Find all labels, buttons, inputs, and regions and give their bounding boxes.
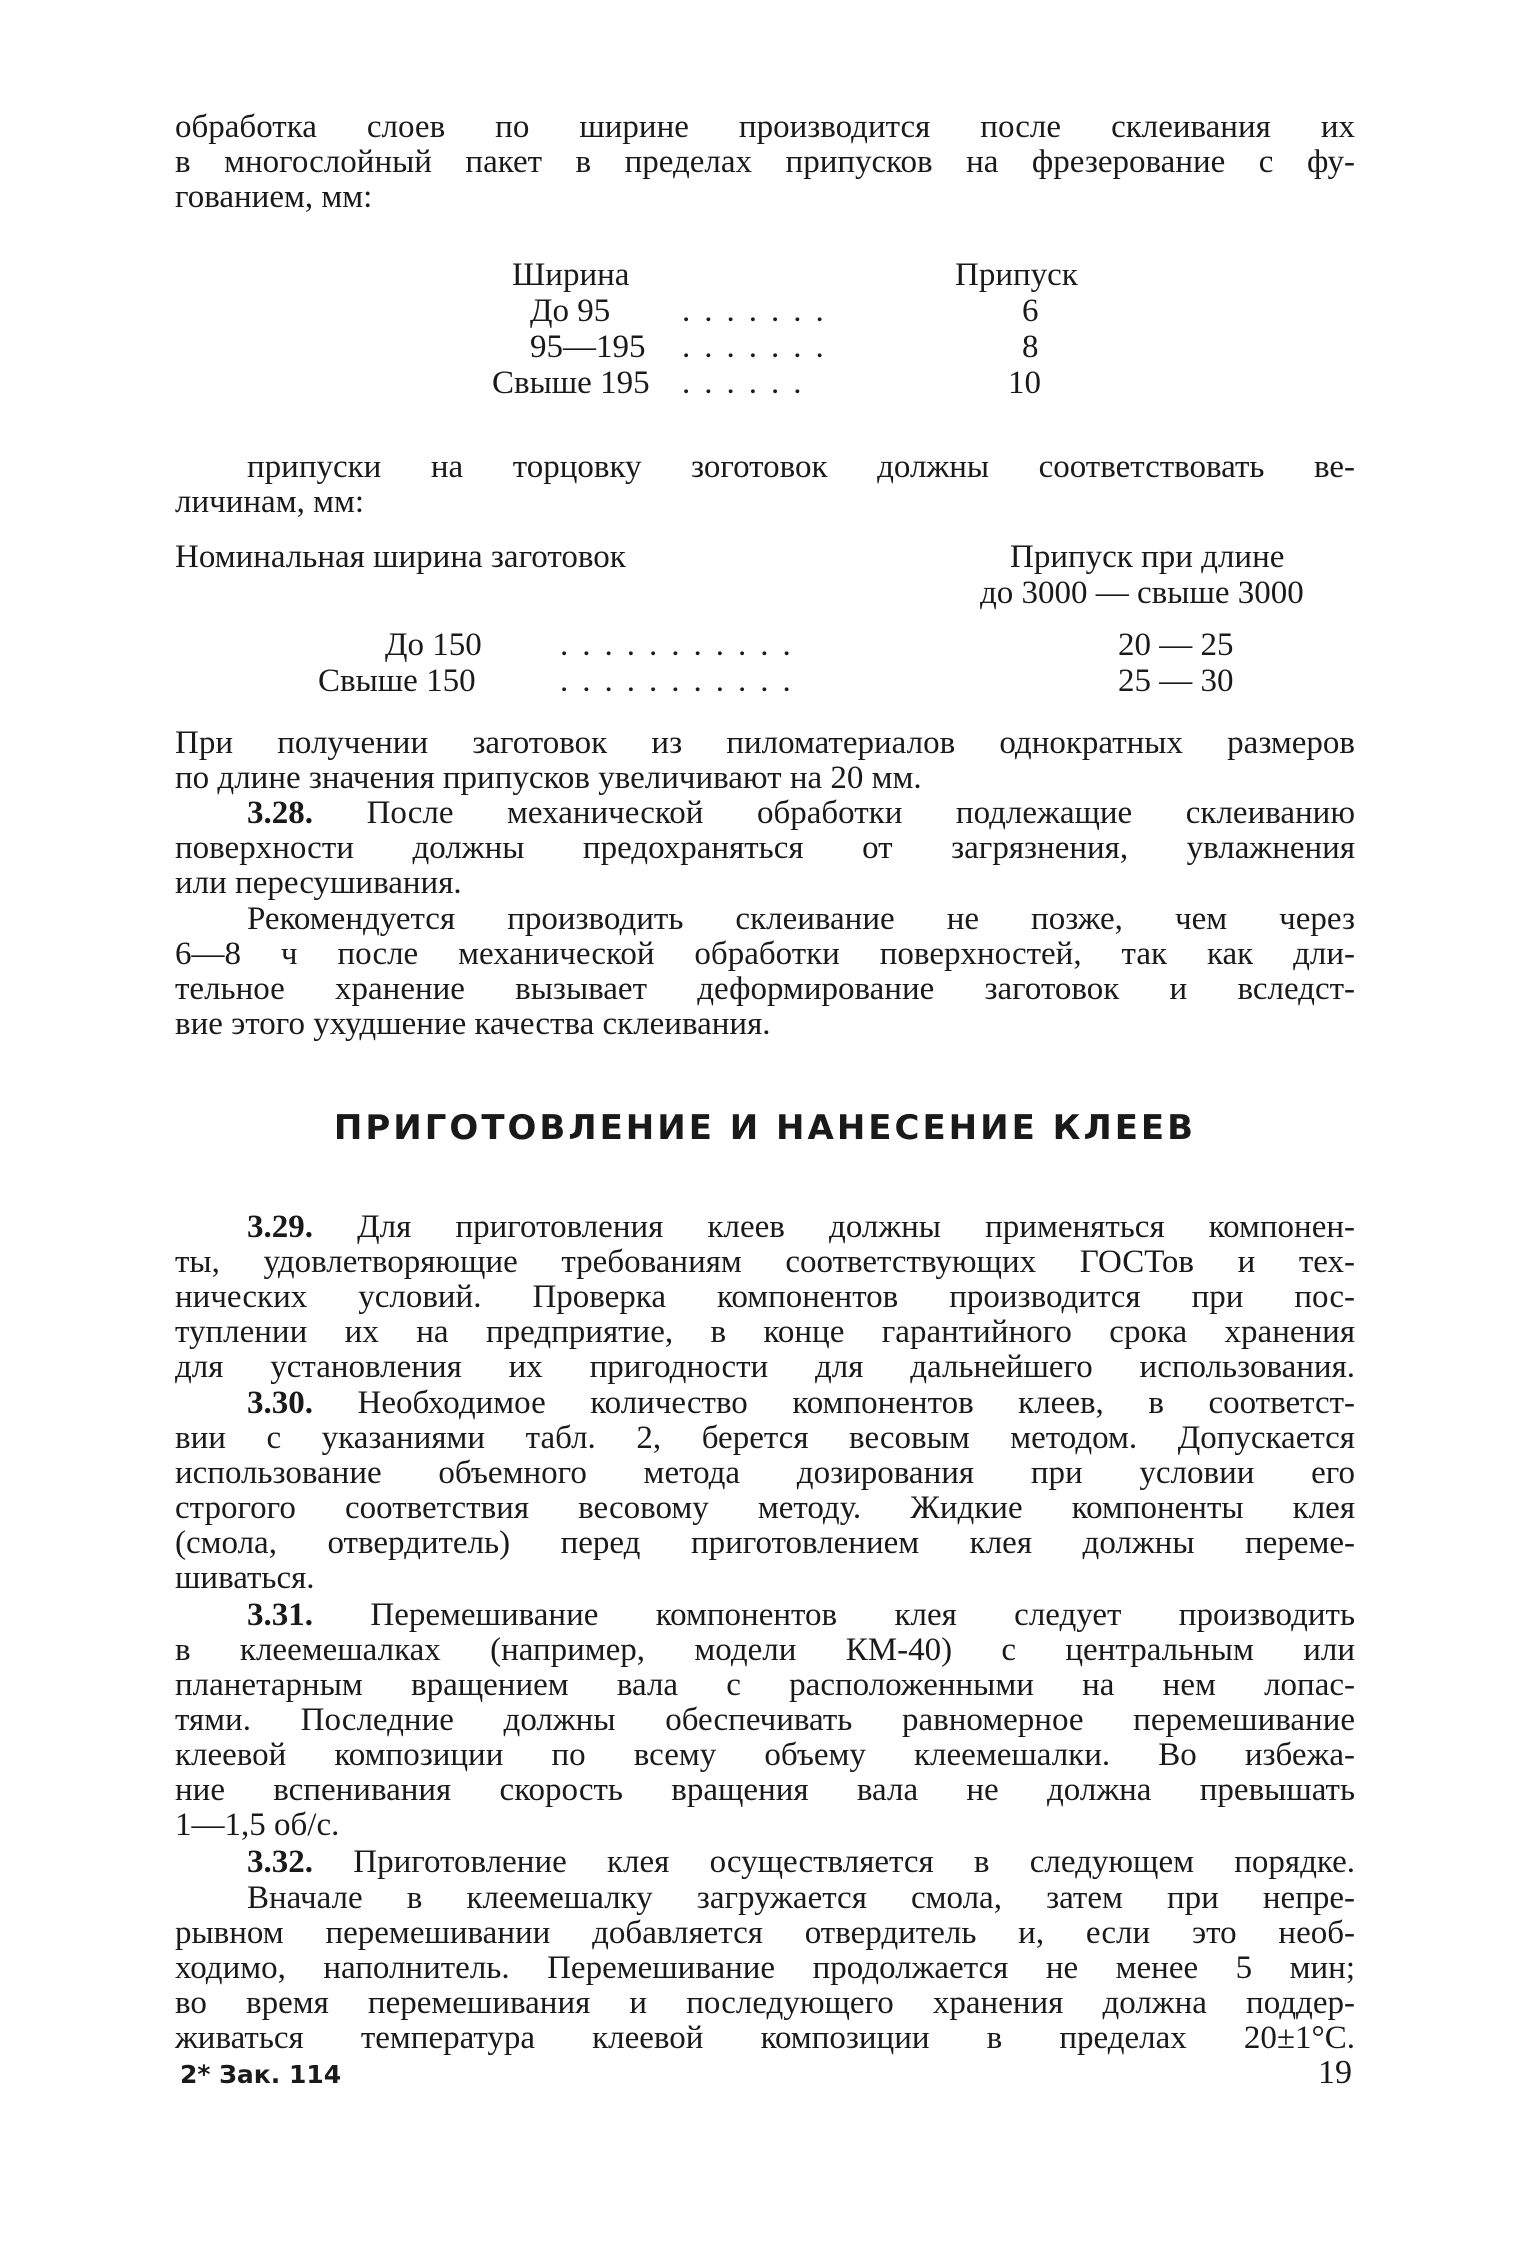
nominal-width-table bbox=[0, 540, 1536, 700]
text-line: Вначале в клеемешалку загружается смола, затем при непре- bbox=[247, 1880, 1355, 1916]
table-header-allowance: Припуск bbox=[955, 257, 1078, 293]
table-cell-width: Свыше 150 bbox=[318, 663, 476, 699]
text-line: в многослойный пакет в пределах припусков на фрезерование с фу- bbox=[175, 144, 1355, 180]
text-fragment: Для приготовления клеев должны применяться компонен- bbox=[357, 1209, 1356, 1245]
text-line: обработка слоев по ширине производится после склеивания их bbox=[175, 109, 1355, 145]
allowance-width-table bbox=[0, 258, 1536, 408]
text-line bbox=[175, 796, 1355, 831]
table-cell-width: 95—195 bbox=[530, 329, 646, 365]
table-cell-width: До 95 bbox=[530, 293, 611, 329]
table-cell-allowance: 10 bbox=[1008, 365, 1041, 401]
text-line bbox=[175, 1386, 1355, 1421]
clause-number: 3.31. bbox=[247, 1597, 313, 1633]
text-line: или пересушивания. bbox=[175, 865, 462, 901]
table-cell-allowance: 6 bbox=[1022, 293, 1039, 329]
text-line: шиваться. bbox=[175, 1560, 315, 1596]
text-line: клеевой композиции по всему объему клеемешалки. Во избежа- bbox=[175, 1737, 1355, 1773]
text-line: в клеемешалках (например, модели КМ-40) с центральным или bbox=[175, 1632, 1355, 1668]
print-signature: 2* Зак. 114 bbox=[180, 2060, 342, 2089]
text-line: 6—8 ч после механической обработки поверхностей, так как дли- bbox=[175, 936, 1355, 972]
table-cell-allowance: 8 bbox=[1022, 329, 1039, 365]
text-line: во время перемешивания и последующего хранения должна поддер- bbox=[175, 1985, 1355, 2021]
text-line bbox=[175, 1598, 1355, 1633]
text-line: ние вспенивания скорость вращения вала не должна превышать bbox=[175, 1772, 1355, 1808]
leader-dots: ....... bbox=[682, 329, 838, 365]
text-line: туплении их на предприятие, в конце гарантийного срока хранения bbox=[175, 1314, 1355, 1350]
text-line: ты, удовлетворяющие требованиям соответствующих ГОСТов и тех- bbox=[175, 1244, 1355, 1280]
table-header-allowance: Припуск при длине bbox=[1010, 539, 1285, 575]
text-line: ходимо, наполнитель. Перемешивание продолжается не менее 5 мин; bbox=[175, 1950, 1355, 1986]
table-header-width: Ширина bbox=[512, 257, 630, 293]
text-line: гованием, мм: bbox=[175, 179, 373, 215]
leader-dots: ...... bbox=[682, 365, 816, 401]
text-line: по длине значения припусков увеличивают на 20 мм. bbox=[175, 760, 922, 796]
text-line bbox=[175, 1210, 1355, 1245]
clause-3-28-recommendation bbox=[175, 902, 1355, 1042]
text-line: (смола, отвердитель) перед приготовлением клея должны переме- bbox=[175, 1525, 1355, 1561]
table-cell-allowance: 25 — 30 bbox=[1118, 663, 1234, 699]
section-heading: ПРИГОТОВЛЕНИЕ И НАНЕСЕНИЕ КЛЕЕВ bbox=[333, 1108, 1197, 1148]
clause-number: 3.29. bbox=[247, 1209, 313, 1245]
text-line: поверхности должны предохраняться от загрязнения, увлажнения bbox=[175, 830, 1355, 866]
leader-dots: ....... bbox=[682, 293, 838, 329]
table-cell-allowance: 20 — 25 bbox=[1118, 627, 1234, 663]
clause-3-32 bbox=[175, 1845, 1355, 1880]
text-line: припуски на торцовку зоготовок должны соответствовать ве- bbox=[247, 449, 1355, 485]
text-line: вии с указаниями табл. 2, берется весовым методом. Допускается bbox=[175, 1420, 1355, 1456]
table-header-length: до 3000 — свыше 3000 bbox=[980, 575, 1304, 611]
table-header-width: Номинальная ширина заготовок bbox=[175, 539, 626, 575]
text-line: 1—1,5 об/с. bbox=[175, 1807, 340, 1843]
text-line: для установления их пригодности для дальнейшего использования. bbox=[175, 1349, 1355, 1385]
clause-number: 3.28. bbox=[247, 795, 313, 831]
clause-number: 3.30. bbox=[247, 1385, 313, 1421]
table-cell-width: До 150 bbox=[385, 627, 482, 663]
text-line: личинам, мм: bbox=[175, 484, 365, 520]
clause-3-31 bbox=[175, 1598, 1355, 1843]
text-fragment: Необходимое количество компонентов клеев, в соответст- bbox=[357, 1385, 1356, 1421]
text-line: использование объемного метода дозирования при условии его bbox=[175, 1455, 1355, 1491]
text-line bbox=[175, 1845, 1355, 1880]
intro-paragraph bbox=[175, 110, 1355, 215]
text-line: тельное хранение вызывает деформирование заготовок и вследст- bbox=[175, 971, 1355, 1007]
text-line: Рекомендуется производить склеивание не позже, чем через bbox=[247, 901, 1355, 937]
clause-3-28 bbox=[175, 796, 1355, 901]
trim-allowance-paragraph bbox=[175, 450, 1355, 520]
clause-3-32-procedure bbox=[175, 1881, 1355, 2056]
clause-3-30 bbox=[175, 1386, 1355, 1596]
clause-3-29 bbox=[175, 1210, 1355, 1385]
text-line: нических условий. Проверка компонентов производится при пос- bbox=[175, 1279, 1355, 1315]
table-cell-width: Свыше 195 bbox=[492, 365, 650, 401]
lumber-paragraph bbox=[175, 726, 1355, 796]
text-line: вие этого ухудшение качества склеивания. bbox=[175, 1006, 771, 1042]
text-fragment: Приготовление клея осуществляется в следующем порядке. bbox=[353, 1844, 1355, 1880]
text-line: живаться температура клеевой композиции в пределах 20±1°С. bbox=[175, 2020, 1355, 2056]
text-fragment: После механической обработки подлежащие склеиванию bbox=[366, 795, 1355, 831]
text-fragment: Перемешивание компонентов клея следует производить bbox=[370, 1597, 1355, 1633]
text-line: рывном перемешивании добавляется отвердитель и, если это необ- bbox=[175, 1915, 1355, 1951]
text-line: тями. Последние должны обеспечивать равномерное перемешивание bbox=[175, 1702, 1355, 1738]
text-line: При получении заготовок из пиломатериалов однократных размеров bbox=[175, 725, 1355, 761]
text-line: строгого соответствия весовому методу. Жидкие компоненты клея bbox=[175, 1490, 1355, 1526]
clause-number: 3.32. bbox=[247, 1844, 313, 1880]
leader-dots: ........... bbox=[560, 627, 805, 663]
leader-dots: ........... bbox=[560, 663, 805, 699]
page-number: 19 bbox=[1318, 2054, 1352, 2091]
text-line: планетарным вращением вала с расположенными на нем лопас- bbox=[175, 1667, 1355, 1703]
